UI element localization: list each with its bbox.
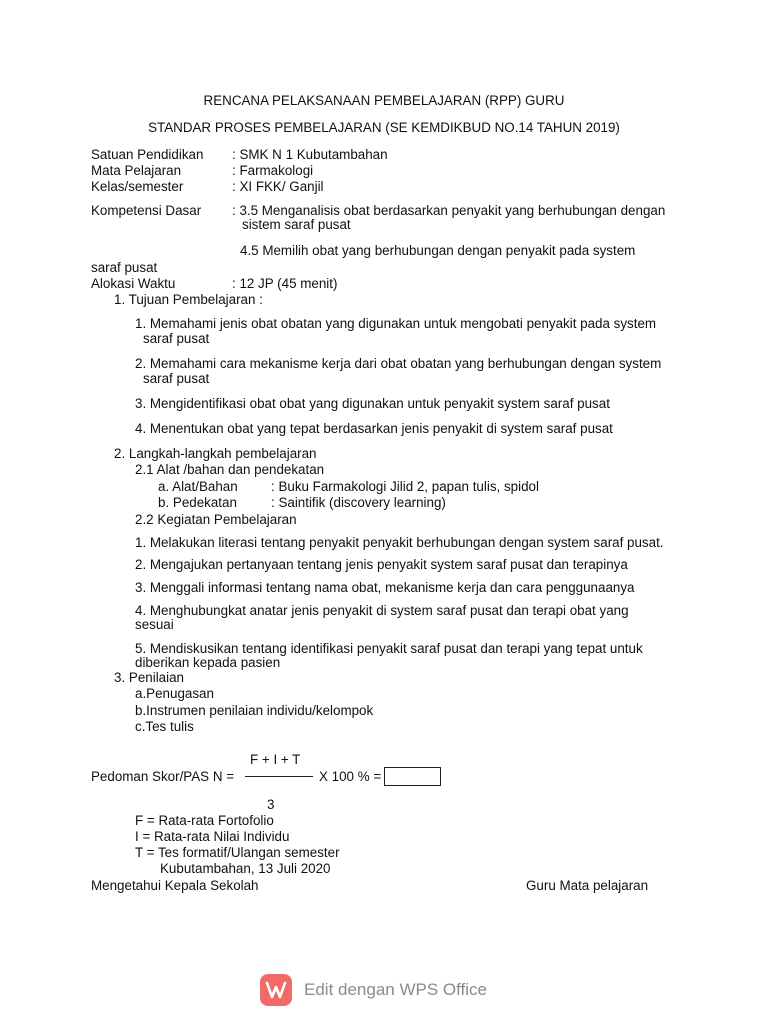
alokasi-value: : 12 JP (45 menit)	[232, 276, 338, 291]
watermark-text: Edit dengan WPS Office	[304, 980, 488, 999]
kegiatan-heading: 2.2 Kegiatan Pembelajaran	[135, 512, 297, 527]
alat-value: : Buku Farmakologi Jilid 2, papan tulis, spidol	[271, 479, 539, 494]
penilaian-item-b: b.Instrumen penilaian individu/kelompok	[135, 703, 374, 718]
kegiatan-item-1: 1. Melakukan literasi tentang penyakit penyakit berhubungan dengan system saraf pusat.	[135, 535, 664, 550]
penilaian-heading: 3. Penilaian	[114, 670, 184, 685]
def-i: I = Rata-rata Nilai Individu	[135, 829, 290, 844]
pendekatan-value: : Saintifik (discovery learning)	[271, 495, 446, 510]
mapel-value: : Farmakologi	[232, 163, 314, 178]
kd-1-line1: : 3.5 Menganalisis obat berdasarkan penyakit yang berhubungan dengan	[232, 203, 666, 218]
kd-1-line2: sistem saraf pusat	[242, 217, 351, 232]
tujuan-item-1-line1: 1. Memahami jenis obat obatan yang digunakan untuk mengobati penyakit pada system	[135, 316, 657, 331]
penilaian-item-a: a.Penugasan	[135, 686, 214, 701]
kegiatan-item-4-line1: 4. Menghubungkat anatar jenis penyakit di system saraf pusat dan terapi obat yang	[135, 603, 629, 618]
tujuan-item-2-line2: saraf pusat	[143, 371, 210, 386]
document-subtitle: STANDAR PROSES PEMBELAJARAN (SE KEMDIKBUD NO.14 TAHUN 2019)	[148, 120, 620, 135]
kelas-label: Kelas/semester	[91, 179, 184, 194]
formula-multiplier: X 100 % =	[319, 769, 382, 784]
alokasi-label: Alokasi Waktu	[91, 276, 176, 291]
satuan-label: Satuan Pendidikan	[91, 147, 204, 162]
kegiatan-item-5-line1: 5. Mendiskusikan tentang identifikasi penyakit saraf pusat dan terapi yang tepat untuk	[135, 641, 643, 656]
mapel-label: Mata Pelajaran	[91, 163, 182, 178]
def-t: T = Tes formatif/Ulangan semester	[135, 845, 340, 860]
wps-logo-icon	[260, 974, 292, 1006]
formula-label: Pedoman Skor/PAS N =	[91, 769, 235, 784]
pendekatan-label: b. Pedekatan	[158, 495, 237, 510]
place-date: Kubutambahan, 13 Juli 2020	[160, 861, 331, 876]
kd-2-line1: 4.5 Memilih obat yang berhubungan dengan penyakit pada system	[240, 243, 636, 258]
alat-label: a. Alat/Bahan	[158, 479, 238, 494]
document-title: RENCANA PELAKSANAAN PEMBELAJARAN (RPP) GURU	[203, 93, 565, 108]
formula-numerator: F + I + T	[250, 752, 301, 767]
kegiatan-item-3: 3. Menggali informasi tentang nama obat, mekanisme kerja dan cara penggunaanya	[135, 580, 635, 595]
alat-heading: 2.1 Alat /bahan dan pendekatan	[135, 462, 325, 477]
kegiatan-item-5-line2: diberikan kepada pasien	[135, 655, 281, 670]
kelas-value: : XI FKK/ Ganjil	[232, 179, 324, 194]
signature-left: Mengetahui Kepala Sekolah	[91, 878, 259, 893]
tujuan-item-3: 3. Mengidentifikasi obat obat yang digunakan untuk penyakit system saraf pusat	[135, 396, 610, 411]
tujuan-item-1-line2: saraf pusat	[143, 331, 210, 346]
kd-2-line2: saraf pusat	[91, 260, 158, 275]
wps-watermark[interactable]	[260, 972, 490, 1008]
signature-right: Guru Mata pelajaran	[526, 878, 649, 893]
fraction-line	[245, 776, 313, 777]
kd-label: Kompetensi Dasar	[91, 203, 202, 218]
tujuan-item-2-line1: 2. Memahami cara mekanisme kerja dari obat obatan yang berhubungan dengan system	[135, 356, 662, 371]
formula-denominator: 3	[267, 797, 275, 812]
score-result-box	[384, 767, 441, 786]
kegiatan-item-4-line2: sesuai	[135, 617, 174, 632]
def-f: F = Rata-rata Fortofolio	[135, 813, 274, 828]
tujuan-heading: 1. Tujuan Pembelajaran :	[114, 292, 263, 307]
kegiatan-item-2: 2. Mengajukan pertanyaan tentang jenis penyakit system saraf pusat dan terapinya	[135, 557, 628, 572]
penilaian-item-c: c.Tes tulis	[135, 719, 194, 734]
satuan-value: : SMK N 1 Kubutambahan	[232, 147, 388, 162]
tujuan-item-4: 4. Menentukan obat yang tepat berdasarkan jenis penyakit di system saraf pusat	[135, 421, 613, 436]
langkah-heading: 2. Langkah-langkah pembelajaran	[114, 446, 317, 461]
